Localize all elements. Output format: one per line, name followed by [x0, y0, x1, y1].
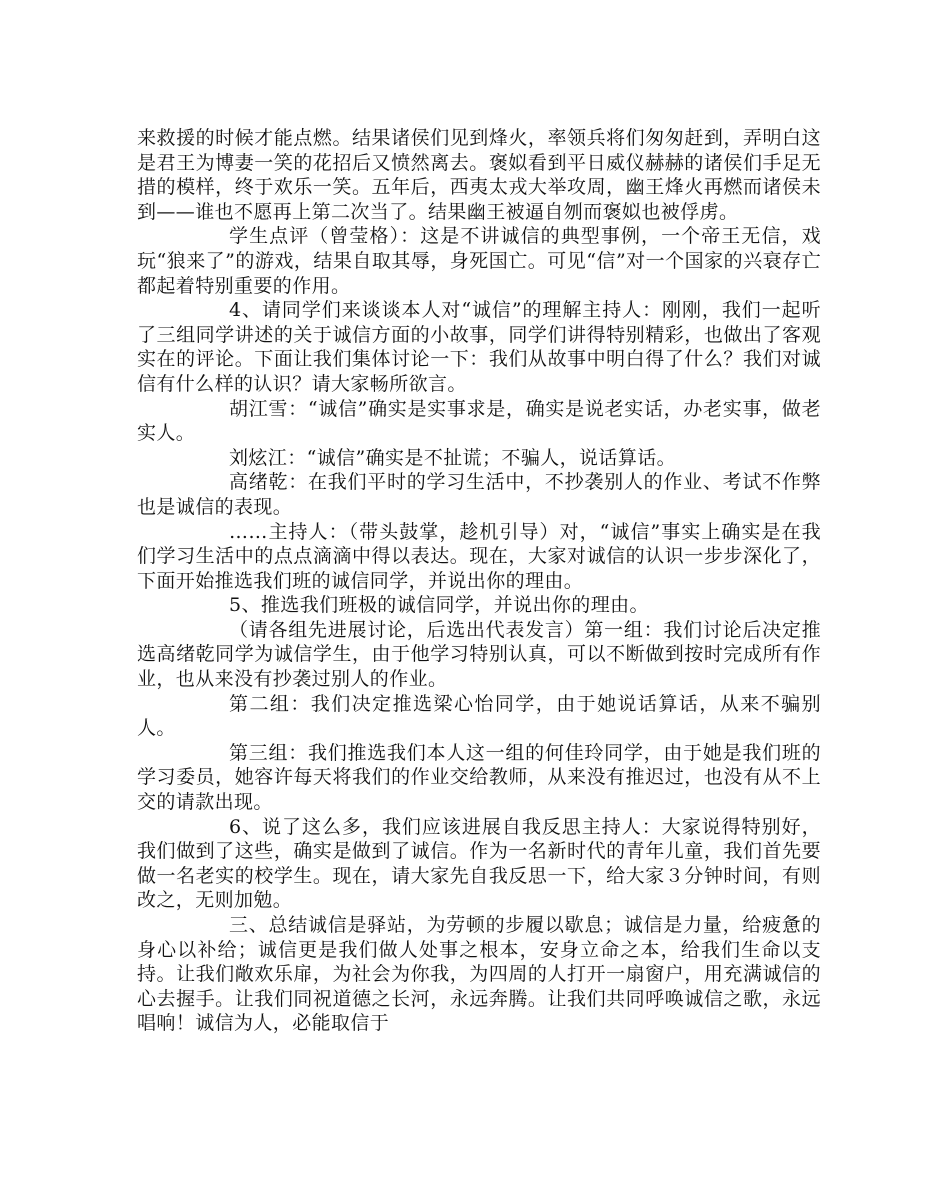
- paragraph-group-two: 第二组：我们决定推选梁心怡同学，由于她说话算话，从来不骗别人。: [137, 692, 821, 740]
- paragraph-hu-jiangxue: 胡江雪：“诚信”确实是实事求是，确实是说老实话，办老实事，做老实人。: [137, 397, 821, 445]
- paragraph-discussion-intro: 4、请同学们来谈谈本人对“诚信”的理解主持人：刚刚，我们一起听了三组同学讲述的关于诚信方面的小故事，同学们讲得特别精彩，也做出了客观实在的评论。下面让我们集体讨论一下：我们从故事中明白得了什么？我们对诚信有什么样的认识？请大家畅所欲言。: [137, 299, 821, 395]
- paragraph-story-ending: 来救援的时候才能点燃。结果诸侯们见到烽火，率领兵将们匆匆赶到，弄明白这是君王为博妻一笑的花招后又愤然离去。褒姒看到平日威仪赫赫的诸侯们手足无措的模样，终于欢乐一笑。五年后，西夷太戎大举攻周，幽王烽火再燃而诸侯未到——谁也不愿再上第二次当了。结果幽王被逼自刎而褒姒也被俘虏。: [137, 127, 821, 223]
- paragraph-section-5-heading: 5、推选我们班极的诚信同学，并说出你的理由。: [229, 594, 649, 617]
- paragraph-group-three: 第三组：我们推选我们本人这一组的何佳玲同学，由于她是我们班的学习委员，她容许每天将我们的作业交给教师，从来没有推迟过，也没有从不上交的请款出现。: [137, 741, 821, 814]
- paragraph-liu-xuanjiang: 刘炫江：“诚信”确实是不扯谎；不骗人，说话算话。: [229, 446, 677, 469]
- paragraph-self-reflection: 6、说了这么多，我们应该进展自我反思主持人：大家说得特别好，我们做到了这些，确实是做到了诚信。作为一名新时代的青年儿童，我们首先要做一名老实的校学生。现在，请大家先自我反思一下，给大家３分钟时间，有则改之，无则加勉。: [137, 815, 821, 912]
- paragraph-student-comment: 学生点评（曾莹格）：这是不讲诚信的典型事例，一个帝王无信，戏玩“狼来了”的游戏，结果自取其辱，身死国亡。可见“信”对一个国家的兴衰存亡都起着特别重要的作用。: [137, 225, 821, 297]
- paragraph-summary: 三、总结诚信是驿站，为劳顿的步履以歇息；诚信是力量，给疲惫的身心以补给；诚信更是我们做人处事之根本，安身立命之本，给我们生命以支持。让我们敞欢乐扉，为社会为你我，为四周的人打开一扇窗户，用充满诚信的心去握手。让我们同祝道德之长河，永远奔腾。让我们共同呼唤诚信之歌，永远唱响！诚信为人，必能取信于: [137, 914, 821, 1035]
- paragraph-gao-xuqian: 高绪乾：在我们平时的学习生活中，不抄袭别人的作业、考试不作弊也是诚信的表现。: [137, 471, 821, 518]
- paragraph-host-guidance: ……主持人：（带头鼓掌，趁机引导）对，“诚信”事实上确实是在我们学习生活中的点点滴滴中得以表达。现在，大家对诚信的认识一步步深化了，下面开始推选我们班的诚信同学，并说出你的理由。: [137, 520, 821, 592]
- document-body: [137, 126, 821, 1036]
- paragraph-group-one: （请各组先进展讨论，后选出代表发言）第一组：我们讨论后决定推选高绪乾同学为诚信学生，由于他学习特别认真，可以不断做到按时完成所有作业，也从来没有抄袭过别人的作业。: [137, 618, 821, 691]
